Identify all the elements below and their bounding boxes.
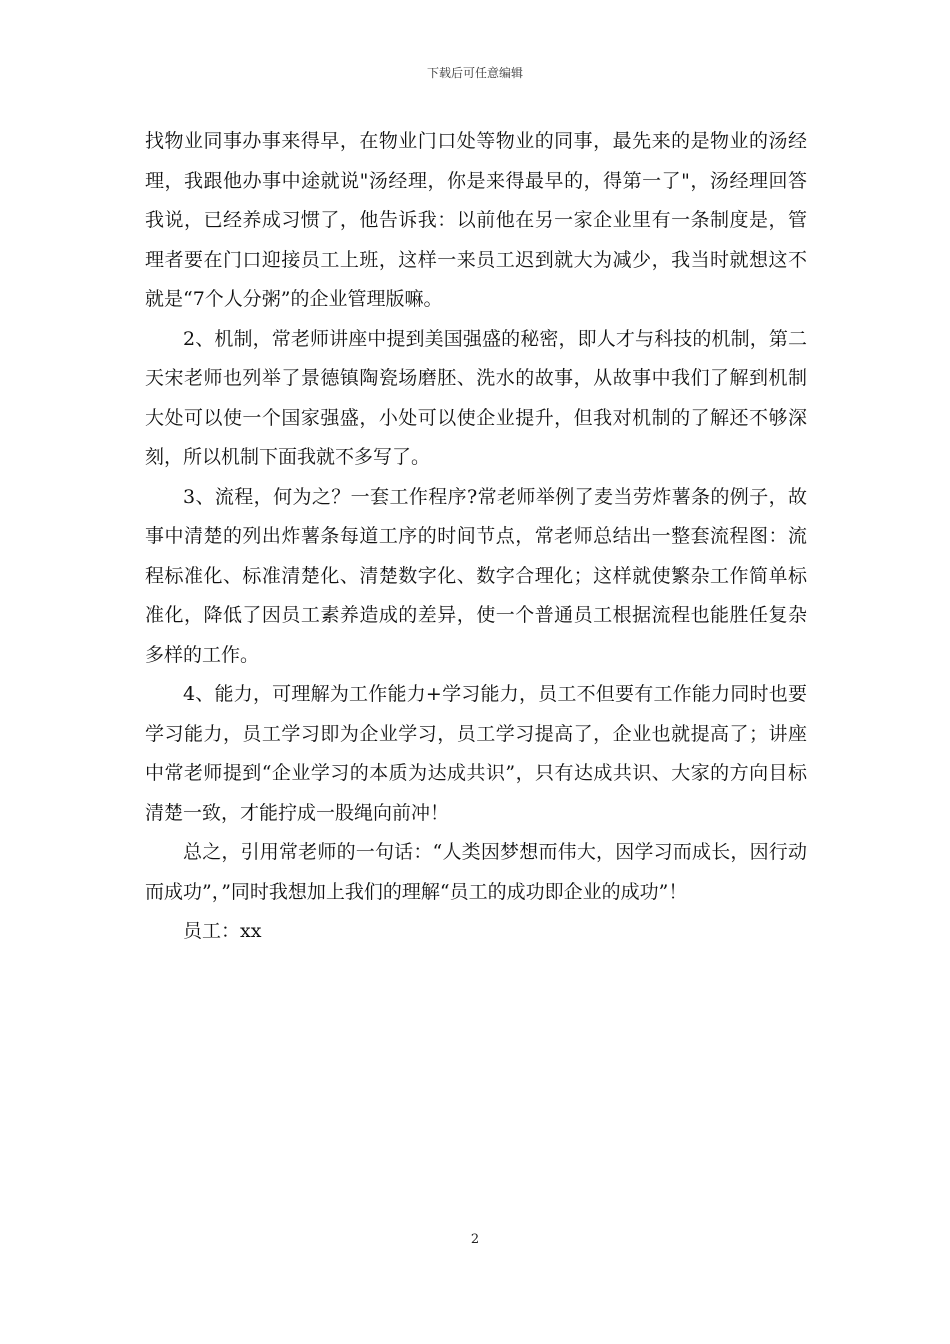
paragraph-mechanism: 2、机制，常老师讲座中提到美国强盛的秘密，即人才与科技的机制，第二天宋老师也列举了景德镇陶瓷场磨胚、洗水的故事，从故事中我们了解到机制大处可以使一个国家强盛，小处可以使企业提升，但我对机制的了解还不够深刻，所以机制下面我就不多写了。: [145, 327, 807, 468]
paragraph-conclusion: 总之，引用常老师的一句话：“人类因梦想而伟大，因学习而成长，因行动而成功”，”同时我想加上我们的理解“员工的成功即企业的成功”！: [145, 841, 807, 903]
paragraph-continued: 找物业同事办事来得早，在物业门口处等物业的同事，最先来的是物业的汤经理，我跟他办事中途就说"汤经理，你是来得最早的，得第一了"，汤经理回答我说，已经养成习惯了，他告诉我：以前他在另一家企业里有一条制度是，管理者要在门口迎接员工上班，这样一来员工迟到就大为减少，我当时就想这不就是“7个人分粥”的企业管理版嘛。: [145, 130, 807, 310]
signature-line: 员工：xx: [183, 920, 262, 942]
page-number: 2: [470, 1232, 480, 1247]
document-body: [145, 122, 807, 952]
paragraph-ability: 4、能力，可理解为工作能力+学习能力，员工不但要有工作能力同时也要学习能力，员工学习即为企业学习，员工学习提高了，企业也就提高了；讲座中常老师提到“企业学习的本质为达成共识”，只有达成共识、大家的方向目标清楚一致，才能拧成一股绳向前冲！: [145, 683, 807, 824]
paragraph-process: 3、流程，何为之？一套工作程序?常老师举例了麦当劳炸薯条的例子，故事中清楚的列出炸薯条每道工序的时间节点，常老师总结出一整套流程图：流程标准化、标准清楚化、清楚数字化、数字合理化；这样就使繁杂工作简单标准化，降低了因员工素养造成的差异，使一个普通员工根据流程也能胜任复杂多样的工作。: [145, 485, 807, 666]
page-header: 下载后可任意编辑: [426, 66, 523, 80]
